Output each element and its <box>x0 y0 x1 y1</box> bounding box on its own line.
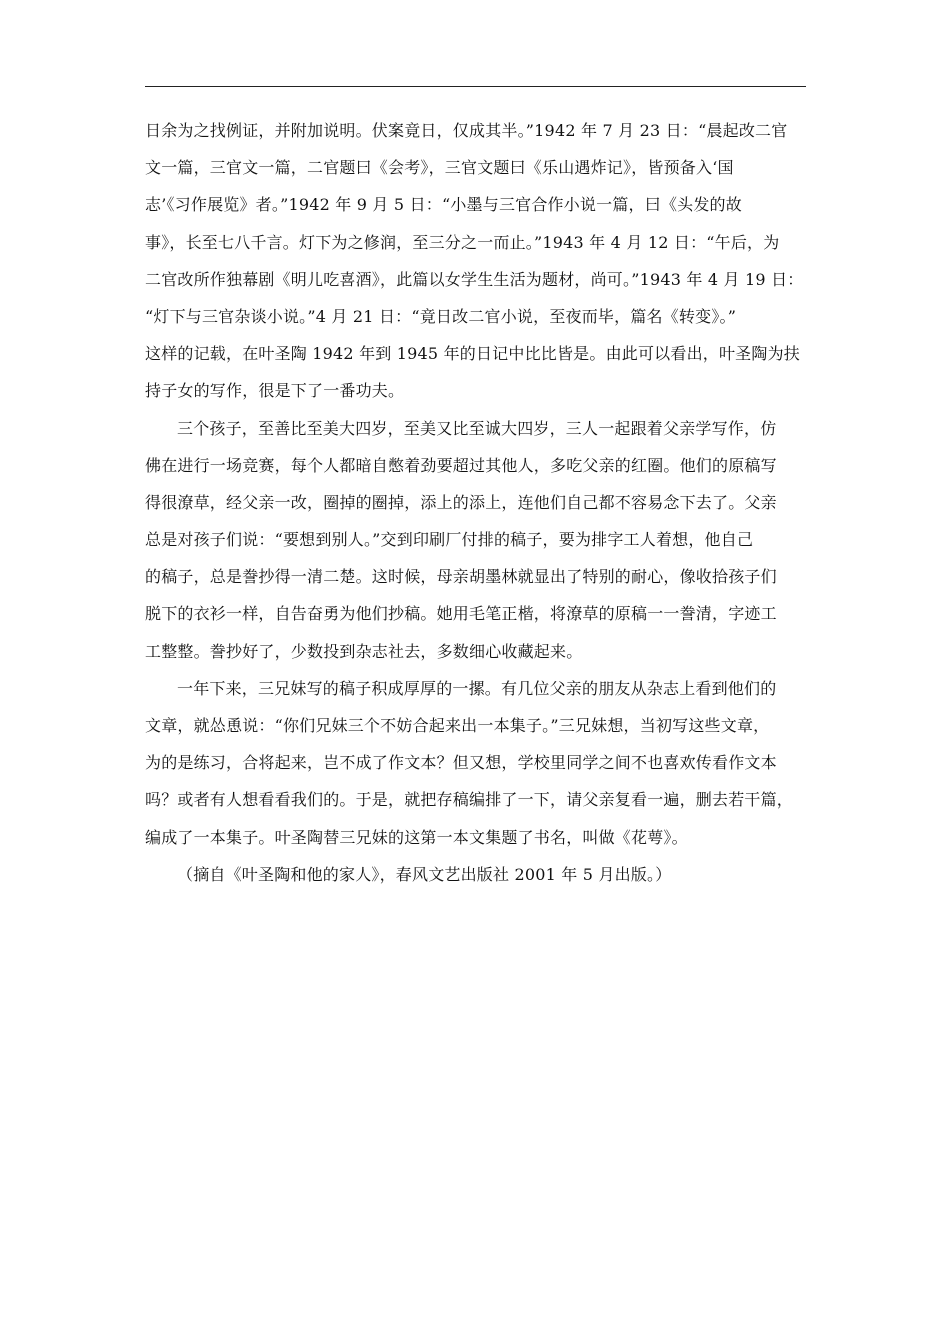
text-line-11: 得很潦草，经父亲一改，圈掉的圈掉，添上的添上，连他们自己都不容易念下去了。父亲 <box>145 492 777 512</box>
text-line-6: “灯下与三官杂谈小说。”4 月 21 日：“竟日改二官小说，至夜而毕，篇名《转变》。” <box>145 306 737 326</box>
text-line-13: 的稿子，总是誊抄得一清二楚。这时候，母亲胡墨林就显出了特别的耐心，像收拾孩子们 <box>145 567 777 587</box>
text-line-5: 二官改所作独幕剧《明儿吃喜酒》，此篇以女学生生活为题材，尚可。”1943 年 4 月 19 日： <box>145 269 804 289</box>
text-line-10: 佛在进行一场竞赛，每个人都暗自憋着劲要超过其他人，多吃父亲的红圈。他们的原稿写 <box>145 455 777 475</box>
text-line-4: 事》，长至七八千言。灯下为之修润，至三分之一而止。”1943 年 4 月 12 日：“午后，为 <box>145 232 780 252</box>
text-line-3: 志’《习作展览》者。”1942 年 9 月 5 日：“小墨与三官合作小说一篇，曰《头发的故 <box>145 195 742 215</box>
document-body <box>145 112 809 893</box>
text-line-14: 脱下的衣衫一样，自告奋勇为他们抄稿。她用毛笔正楷，将潦草的原稿一一誊清，字迹工 <box>145 604 777 624</box>
text-line-7: 这样的记载，在叶圣陶 1942 年到 1945 年的日记中比比皆是。由此可以看出，叶圣陶为扶 <box>145 344 800 364</box>
text-line-2: 文一篇，三官文一篇，二官题曰《会考》，三官文题曰《乐山遇炸记》，皆预备入‘国 <box>145 158 734 178</box>
text-line-12: 总是对孩子们说：“要想到别人。”交到印刷厂付排的稿子，要为排字工人着想，他自己 <box>145 530 754 550</box>
text-line-16: 一年下来，三兄妹写的稿子积成厚厚的一摞。有几位父亲的朋友从杂志上看到他们的 <box>177 678 777 698</box>
header-rule <box>145 86 806 87</box>
text-line-15: 工整整。誊抄好了，少数投到杂志社去，多数细心收藏起来。 <box>145 641 583 661</box>
text-line-20: 编成了一本集子。叶圣陶替三兄妹的这第一本文集题了书名，叫做《花萼》。 <box>145 827 688 847</box>
text-line-1: 日余为之找例证，并附加说明。伏案竟日，仅成其半。”1942 年 7 月 23 日：“晨起改二官 <box>145 121 788 140</box>
text-line-19: 吗？或者有人想看看我们的。于是，就把存稿编排了一下，请父亲复看一遍，删去若干篇， <box>145 790 794 810</box>
text-line-8: 持子女的写作，很是下了一番功夫。 <box>145 381 405 401</box>
text-line-18: 为的是练习，合将起来，岂不成了作文本？但又想，学校里同学之间不也喜欢传看作文本 <box>145 753 777 773</box>
source-citation: （摘自《叶圣陶和他的家人》，春风文艺出版社 2001 年 5 月出版。） <box>177 864 672 884</box>
text-line-17: 文章，就怂恿说：“你们兄妹三个不妨合起来出一本集子。”三兄妹想，当初写这些文章， <box>145 716 770 735</box>
text-line-9: 三个孩子，至善比至美大四岁，至美又比至诚大四岁，三人一起跟着父亲学写作，仿 <box>177 418 777 438</box>
